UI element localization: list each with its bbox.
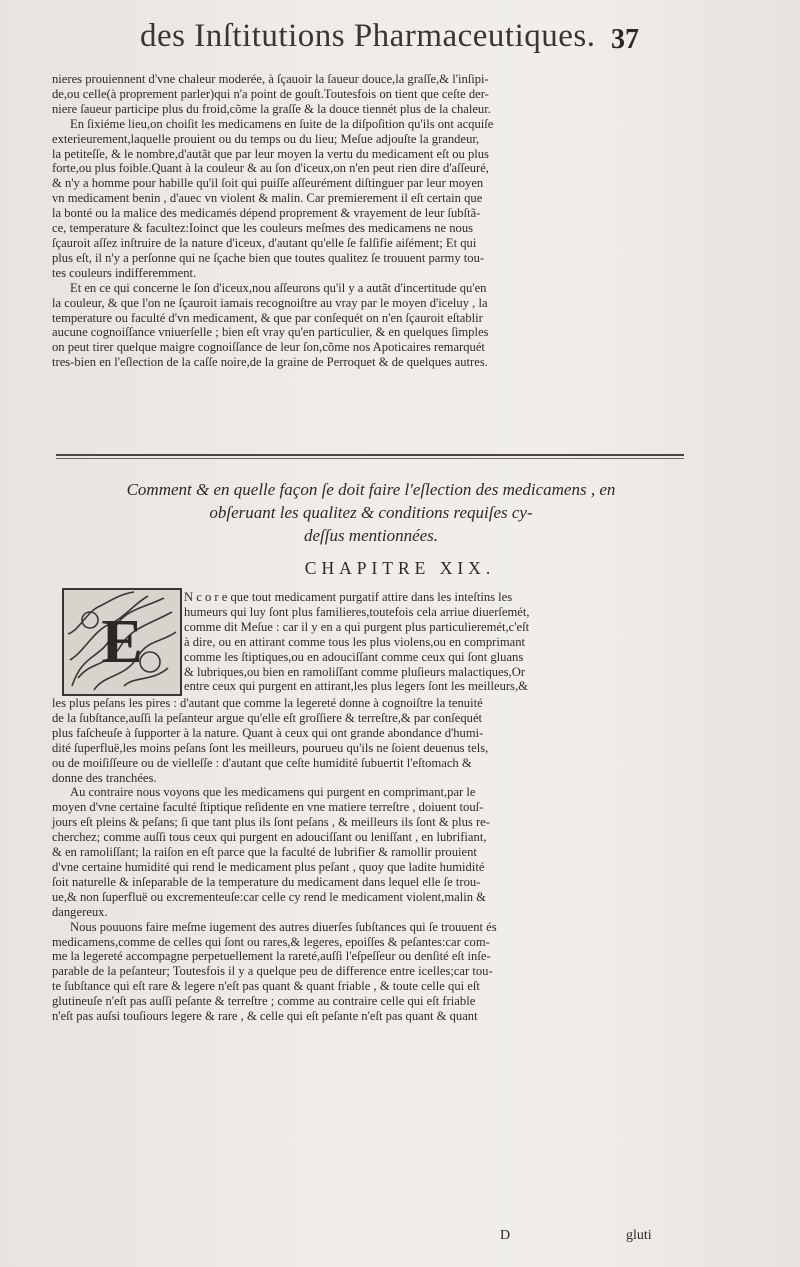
- svg-text:E: E: [101, 608, 143, 676]
- text-line: Nous pouuons faire meſme iugement des autres diuerſes ſubſtances qui ſe trouuent és: [70, 919, 497, 934]
- text-line: En ſixiéme lieu,on choiſit les medicamens en ſuite de la diſpoſition qu'ils ont acquiſe: [70, 116, 494, 131]
- decorated-initial: [62, 588, 182, 696]
- text-line: ce, temperature & facultez:Ioinct que les couleurs meſmes des medicamens ne nous: [52, 221, 474, 236]
- text-line: me la legereté accompagne perpetuellement la rareté,auſſi l'eſpeſſeur ou denſité eſt inſe-: [52, 949, 491, 964]
- text-line: comme les ſtiptiques,ou en adouciſſant comme ceux qui ſont gluans: [184, 649, 524, 664]
- section-title: [56, 478, 686, 547]
- section-title-line: obſeruant les qualitez & conditions requiſes cy-: [209, 503, 533, 522]
- text-line: & lubriques,ou bien en ramoliſſant comme pluſieurs malactiques,Or: [184, 664, 525, 679]
- text-line: parable de la peſanteur; Toutesfois il y a quelque peu de difference entre icelles;car tou-: [52, 964, 493, 979]
- signature-mark: D: [500, 1228, 511, 1243]
- top-text-block: [52, 72, 682, 370]
- text-line: d'vne certaine humidité qui rend le medicament plus peſant , quoy que ladite humidité: [52, 859, 485, 874]
- ornament-icon: [64, 590, 180, 694]
- section-rule: [56, 454, 684, 456]
- text-line: Et en ce qui concerne le ſon d'iceux,nou aſſeurons qu'il y a autãt d'incertitude qu'en: [70, 280, 487, 295]
- text-line: & en ramoliſſant; la raiſon en eſt parce que la faculté de lubrifier & ramollir prouient: [52, 845, 477, 860]
- chapter-heading: CHAPITRE XIX.: [304, 558, 496, 578]
- text-line: la couleur, & que l'on ne ſçauroit iamais recognoiſtre au vray par le moyen d'iceluy , la: [52, 295, 488, 310]
- text-line: les plus peſans les pires : d'autant que comme la legereté donne à cognoiſtre la tenuité: [52, 696, 483, 710]
- text-line: on peut tirer quelque maigre cognoiſſance de leur ſon,cõme nos Apoticaires remarquét: [52, 340, 485, 355]
- text-line: comme dit Meſue : car il y en a qui purgent plus particulieremét,c'eſt: [184, 619, 530, 634]
- text-line: nieres prouiennent d'vne chaleur moderée, à ſçauoir la ſaueur douce,la graſſe,& l'inſipi-: [52, 72, 489, 86]
- catchword: gluti: [626, 1228, 652, 1243]
- text-line: exterieurement,laquelle prouient ou du temps ou du lieu; Meſue adjouſte la grandeur,: [52, 131, 480, 146]
- text-line: plus faſcheuſe à ſupporter à la nature. Quant à ceux qui ont grande abondance d'humi-: [52, 725, 484, 740]
- text-line: donne des tranchées.: [52, 770, 157, 785]
- text-line: la bonté ou la malice des medicamés dépend proprement & vrayement de leur ſubſtã-: [52, 206, 481, 221]
- page-number: 37: [611, 24, 639, 55]
- section-rule-thin: [56, 458, 684, 459]
- text-line: tes couleurs indifferemment.: [52, 265, 197, 280]
- text-line: te ſubſtance qui eſt rare & legere n'eſt pas quant & quant friable , & toute celle qui eſt: [52, 979, 480, 994]
- dropcap-text-block: [184, 590, 684, 694]
- text-line: n'eſt pas auſsi touſiours legere & rare , & celle qui eſt peſante n'eſt pas quant & quant: [52, 1009, 478, 1024]
- text-line: niere ſaueur participe plus du froid,cõme la graſſe & la douce tiennét plus de la chaleur.: [52, 101, 491, 116]
- section-title-line: Comment & en quelle façon ſe doit faire l'eſlection des medicamens , en: [126, 480, 616, 499]
- text-line: ſoit naturelle & inſeparable de la temperature du medicament dans lequel elle ſe trou-: [52, 874, 481, 889]
- text-line: la petiteſſe, & le nombre,d'autãt que par leur moyen la vertu du medicament eſt ou plus: [52, 146, 489, 161]
- text-line: de,ou celle(à proprement parler)qui n'a point de gouſt.Toutesfois on tient que ceſte der-: [52, 86, 489, 101]
- running-title: des Inſtitutions Pharmaceutiques.: [140, 18, 596, 54]
- text-line: dité ſuperfluë,les moins peſans ſont les meilleurs, pourueu qu'ils ne ſoient deuenus tels,: [52, 740, 489, 755]
- text-line: à dire, ou en attirant comme tous les plus violens,ou en comprimant: [184, 634, 526, 649]
- text-line: jours eſt pleins & peſans; ſi que tant plus ils ſont peſans , & meilleurs ils ſont & plus re-: [52, 815, 490, 830]
- text-line: ou de moiſiſſeure ou de vielleſſe : d'autant que ceſte humidité ſubuertit l'eſtomach &: [52, 755, 472, 770]
- text-line: & n'y a homme pour habille qu'il ſoit qui puiſſe aſſeurément diſtinguer par leur moyen: [52, 176, 484, 191]
- text-line: ue,& non ſuperfluë ou excrementeuſe:car celle cy rend le medicament violent,malin &: [52, 889, 486, 904]
- text-line: humeurs qui luy ſont plus familieres,toutefois cela arriue diuerſemét,: [184, 604, 530, 619]
- text-line: Au contraire nous voyons que les medicamens qui purgent en comprimant,par le: [70, 785, 476, 800]
- text-line: dangereux.: [52, 904, 108, 919]
- text-line: cherchez; comme auſſi tous ceux qui purgent en adouciſſant ou leniſſant , en lubrifiant,: [52, 830, 487, 845]
- section-title-line: deſſus mentionnées.: [303, 526, 439, 545]
- text-line: temperature ou faculté d'vn medicament, & que par conſequét on n'en ſçauroit eſtablir: [52, 310, 483, 325]
- text-line: medicamens,comme de celles qui ſont ou rares,& legeres, epoiſſes & peſantes:car com-: [52, 934, 490, 949]
- text-line: plus eſt, il n'y a perſonne qui ne ſçache bien que toutes qualitez ſe trouuent parmy tou-: [52, 250, 485, 265]
- text-line: ſçauroit aſſez inſtruire de la nature d'iceux, d'autant qu'elle ſe falſifie aiſément; Et qui: [52, 235, 477, 250]
- text-line: aucune cognoiſſance vniuerſelle ; bien eſt vray qu'en particulier, & en quelques ſimples: [52, 325, 489, 340]
- text-line: entre ceux qui purgent en attirant,les plus legers ſont les meilleurs,&: [184, 679, 528, 694]
- text-line: vn medicament benin , d'auec vn violent & malin. Car premierement il eſt certain que: [52, 191, 483, 206]
- text-line: moyen d'vne certaine faculté ſtiptique reſidente en vne matiere terreſtre , doiuent touſ-: [52, 800, 484, 815]
- text-line: N c o r e que tout medicament purgatif attire dans les inteſtins les: [184, 590, 513, 604]
- body-text-block: [52, 696, 682, 1024]
- text-line: forte,ou plus foible.Quant à la couleur & au ſon d'iceux,on n'en peut rien dire d'aſſeuré,: [52, 161, 489, 176]
- text-line: glutineuſe n'eſt pas auſſi peſante & terreſtre ; comme au contraire celle qui eſt friable: [52, 994, 476, 1009]
- text-line: de la ſubſtance,auſſi la peſanteur argue qu'elle eſt groſſiere & terreſtre,& par conſequét: [52, 710, 483, 725]
- text-line: tres-bien en l'eſlection de la caſſe noire,de la graine de Perroquet & de quelques autres.: [52, 355, 488, 370]
